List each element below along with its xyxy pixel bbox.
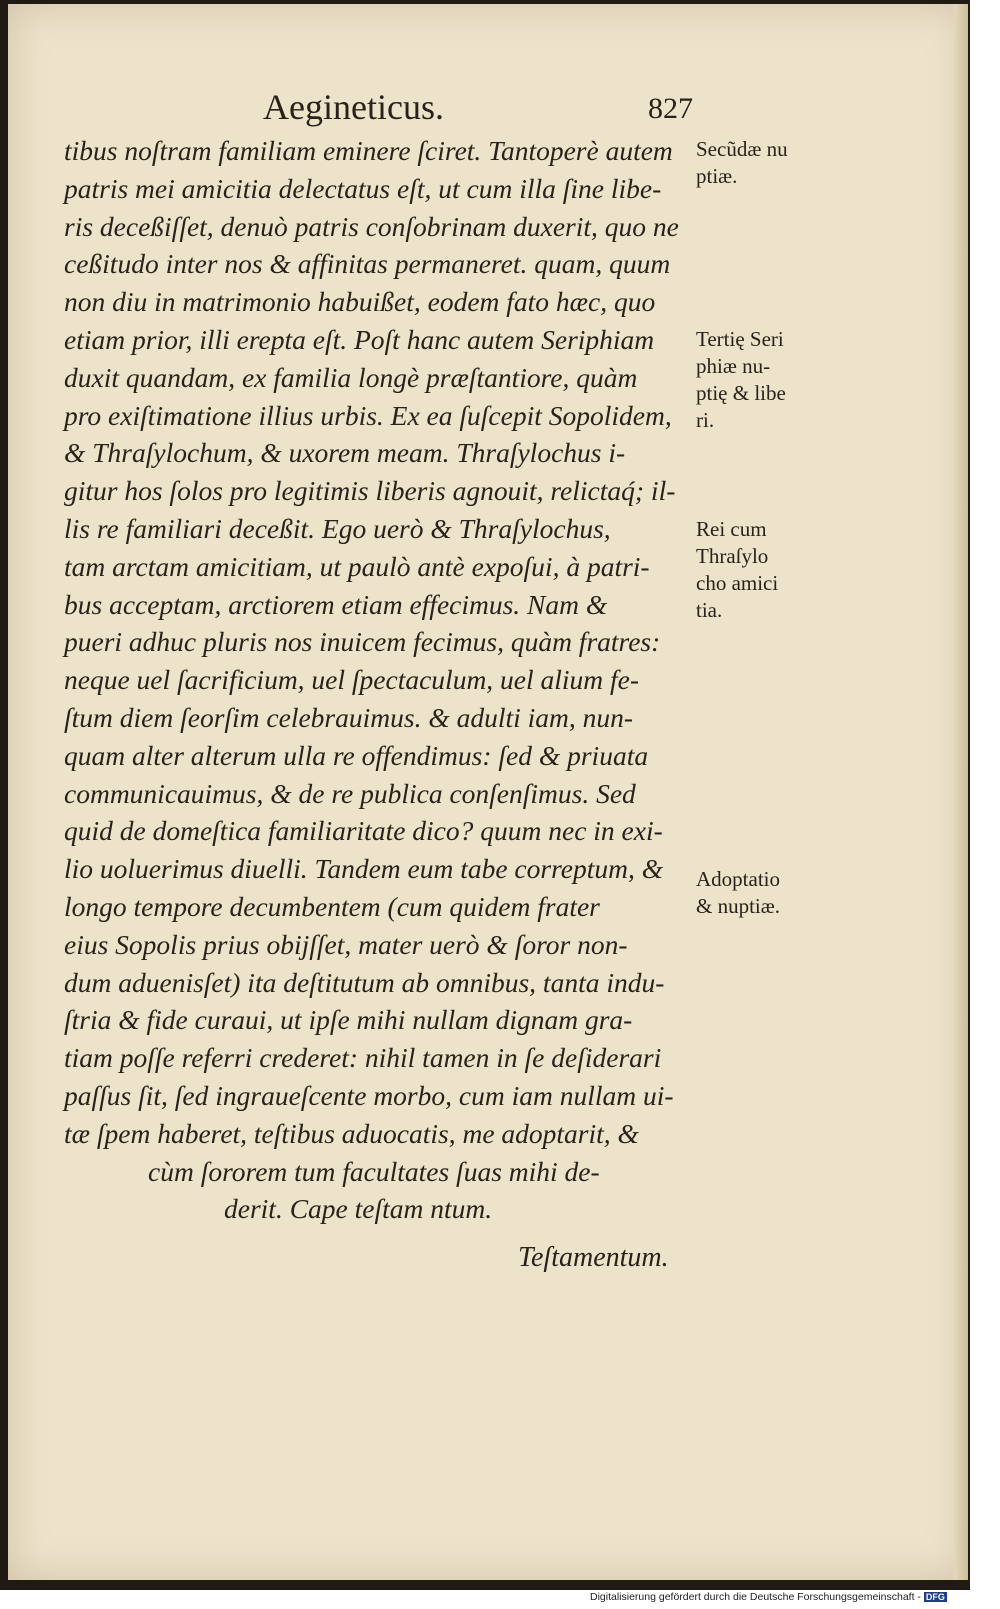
text-line: tiam poſſe referri crederet: nihil tamen in ſe deſiderari [64,1042,662,1074]
margin-note-line: ptiæ. [696,164,738,188]
text-line: gitur hos ſolos pro legitimis liberis agnouit, relictaq́; il- [64,475,676,507]
text-line: tam arctam amicitiam, ut paulò antè expoſui, à patri- [64,550,650,582]
margin-note-second-marriage [696,136,836,190]
text-line: ſtria & fide curaui, ut ipſe mihi nullam dignam gra- [64,1004,633,1036]
page-edge [954,4,968,1580]
book-page [8,4,968,1580]
text-line: lis re familiari deceßit. Ego uerò & Thraſylochus, [64,512,611,544]
text-line: dum aduenisſet) ita deſtitutum ab omnibus, tanta indu- [64,966,665,998]
text-line: lio uoluerimus diuelli. Tandem eum tabe correptum, & [64,853,664,885]
margin-note-line: Thraſylo [696,544,769,568]
text-line: paſſus ſit, ſed ingraueſcente morbo, cum iam nullam ui- [64,1079,674,1111]
text-line: bus acceptam, arctiorem etiam effecimus. Nam & [64,588,608,620]
text-line: & Thraſylochum, & uxorem meam. Thraſylochus i- [64,437,626,469]
dfg-logo: DFG [925,1592,945,1603]
catchword: Teſtamentum. [518,1242,669,1273]
text-line: ris deceßiſſet, denuò patris conſobrinam duxerit, quo ne [64,210,679,242]
text-line: tibus noſtram familiam eminere ſciret. Tantoperè autem [64,135,673,166]
margin-note-line: & nuptiæ. [696,894,781,918]
text-line: tæ ſpem haberet, teſtibus aduocatis, me adoptarit, & [64,1117,639,1149]
text-line: quam alter alterum ulla re offendimus: ſed & priuata [64,739,649,771]
margin-note-line: cho amici [696,571,779,595]
margin-note-friendship [696,516,836,624]
text-line: neque uel ſacrificium, uel ſpectaculum, uel alium fe- [64,664,640,696]
text-line: pro exiſtimatione illius urbis. Ex ea ſuſcepit Sopolidem, [64,399,672,431]
text-line: etiam prior, illi erepta eſt. Poſt hanc autem Seriphiam [64,323,655,355]
margin-note-third-marriage [696,326,836,434]
margin-note-line: Adoptatio [696,867,780,891]
digitization-credit [590,1591,990,1607]
body-text [64,132,710,1228]
credit-text: Digitalisierung gefördert durch die Deutsche Forschungsgemeinschaft - [590,1591,921,1603]
text-line: derit. Cape teſtam ntum. [224,1193,493,1225]
text-line: communicauimus, & de re publica conſenſimus. Sed [64,777,636,809]
text-line: ceßitudo inter nos & affinitas permaneret. quam, quum [64,248,671,280]
text-line: longo tempore decumbentem (cum quidem frater [64,890,600,922]
text-line: patris mei amicitia delectatus eſt, ut cum illa ſine libe- [64,172,662,204]
text-line: quid de domeſtica familiaritate dico? quum nec in exi- [64,815,663,847]
text-line: duxit quandam, ex familia longè præſtantiore, quàm [64,361,638,393]
margin-note-line: Rei cum [696,517,767,541]
running-head [8,86,968,132]
margin-note-line: ri. [696,408,715,432]
text-line: cùm ſororem tum facultates ſuas mihi de- [148,1155,600,1187]
running-head-title: Aegineticus. [263,87,444,127]
margin-note-line: Tertię Seri [696,327,784,351]
margin-note-line: tia. [696,598,723,622]
margin-note-line: phiæ nu- [696,354,771,378]
text-line: eius Sopolis prius obijſſet, mater uerò & ſoror non- [64,928,628,960]
text-line: pueri adhuc pluris nos inuicem fecimus, quàm fratres: [64,626,661,658]
text-line: non diu in matrimonio habuißet, eodem fato hæc, quo [64,286,656,318]
margin-note-adoption [696,866,836,920]
margin-note-line: ptię & libe [696,381,786,405]
page-number: 827 [648,92,693,125]
margin-note-line: Secũdæ nu [696,137,788,161]
text-line: ſtum diem ſeorſim celebrauimus. & adulti iam, nun- [64,701,634,733]
